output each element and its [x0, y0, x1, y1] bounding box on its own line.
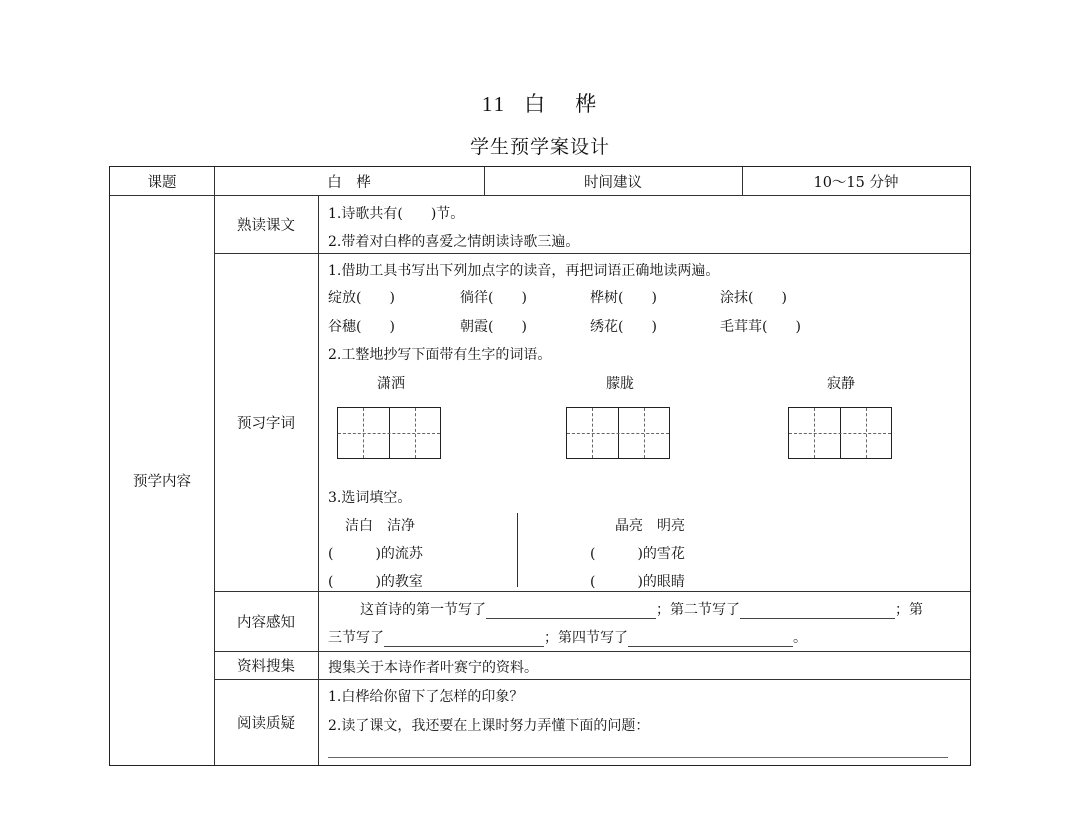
- question-line-1: 1.白桦给你留下了怎样的印象？: [328, 689, 524, 705]
- question-label: 阅读质疑: [237, 715, 295, 732]
- copy-word-2: 朦胧: [606, 376, 634, 392]
- right-blank-1[interactable]: ( )的雪花: [590, 546, 685, 562]
- content-text: 这首诗的第一节写了: [360, 602, 486, 618]
- lesson-number: 11: [481, 92, 507, 116]
- page-title: [0, 88, 1080, 118]
- content-text: 三节写了: [328, 630, 384, 646]
- material-text: 搜集关于本诗作者叶赛宁的资料。: [328, 660, 538, 676]
- left-blank-1[interactable]: ( )的流苏: [328, 546, 423, 562]
- copy-word-3: 寂静: [827, 376, 855, 392]
- writing-grid-3[interactable]: [788, 407, 892, 459]
- options-divider: [517, 513, 518, 587]
- main-label: 预学内容: [133, 473, 191, 490]
- vocab-question-2: 2.工整地抄写下面带有生字的词语。: [328, 347, 552, 363]
- title-char-2: 桦: [575, 92, 599, 116]
- material-label: 资料搜集: [237, 658, 295, 675]
- answer-line[interactable]: [328, 757, 948, 758]
- copy-word-1: 潇洒: [377, 376, 405, 392]
- content-text: ；第: [895, 602, 923, 618]
- word-item: 徜徉( ): [460, 290, 527, 306]
- content-text: ；第四节写了: [544, 630, 628, 646]
- word-item: 毛茸茸( ): [720, 319, 801, 335]
- content-line-1: [360, 599, 923, 619]
- content-line-2: [328, 627, 807, 647]
- content-text: ；第二节写了: [656, 602, 740, 618]
- word-item: 绽放( ): [328, 290, 395, 306]
- writing-grid-1[interactable]: [337, 407, 441, 459]
- answer-blank[interactable]: [628, 630, 793, 647]
- vocab-label: 预习字词: [237, 415, 295, 432]
- answer-blank[interactable]: [384, 630, 544, 647]
- answer-blank[interactable]: [740, 602, 895, 619]
- content-text: 。: [793, 630, 807, 646]
- page-subtitle: 学生预学案设计: [469, 136, 610, 158]
- preview-table: [109, 166, 971, 766]
- word-item: 桦树( ): [590, 290, 657, 306]
- vocab-question-3: 3.选词填空。: [328, 490, 412, 506]
- topic-label: 课题: [147, 174, 177, 191]
- question-line-2: 2.读了课文，我还要在上课时努力弄懂下面的问题：: [328, 718, 650, 734]
- left-options: 洁白 洁净: [345, 518, 415, 534]
- right-blank-2[interactable]: ( )的眼睛: [590, 574, 685, 590]
- left-blank-2[interactable]: ( )的教室: [328, 574, 423, 590]
- word-item: 涂抹( ): [720, 290, 787, 306]
- word-item: 绣花( ): [590, 319, 657, 335]
- content-label: 内容感知: [237, 614, 295, 631]
- word-item: 谷穗( ): [328, 319, 395, 335]
- reading-line-2: 2.带着对白桦的喜爱之情朗读诗歌三遍。: [328, 234, 580, 250]
- topic-value: 白 桦: [327, 174, 371, 191]
- writing-grid-2[interactable]: [566, 407, 670, 459]
- reading-line-1: 1.诗歌共有( )节。: [328, 206, 465, 222]
- word-item: 朝霞( ): [460, 319, 527, 335]
- title-char-1: 白: [524, 92, 548, 116]
- time-label: 时间建议: [584, 174, 642, 191]
- reading-label: 熟读课文: [237, 217, 295, 234]
- answer-blank[interactable]: [486, 602, 656, 619]
- right-options: 晶亮 明亮: [615, 518, 685, 534]
- vocab-question-1: 1.借助工具书写出下列加点字的读音，再把词语正确地读两遍。: [328, 263, 720, 279]
- time-value: 10～15 分钟: [813, 174, 899, 191]
